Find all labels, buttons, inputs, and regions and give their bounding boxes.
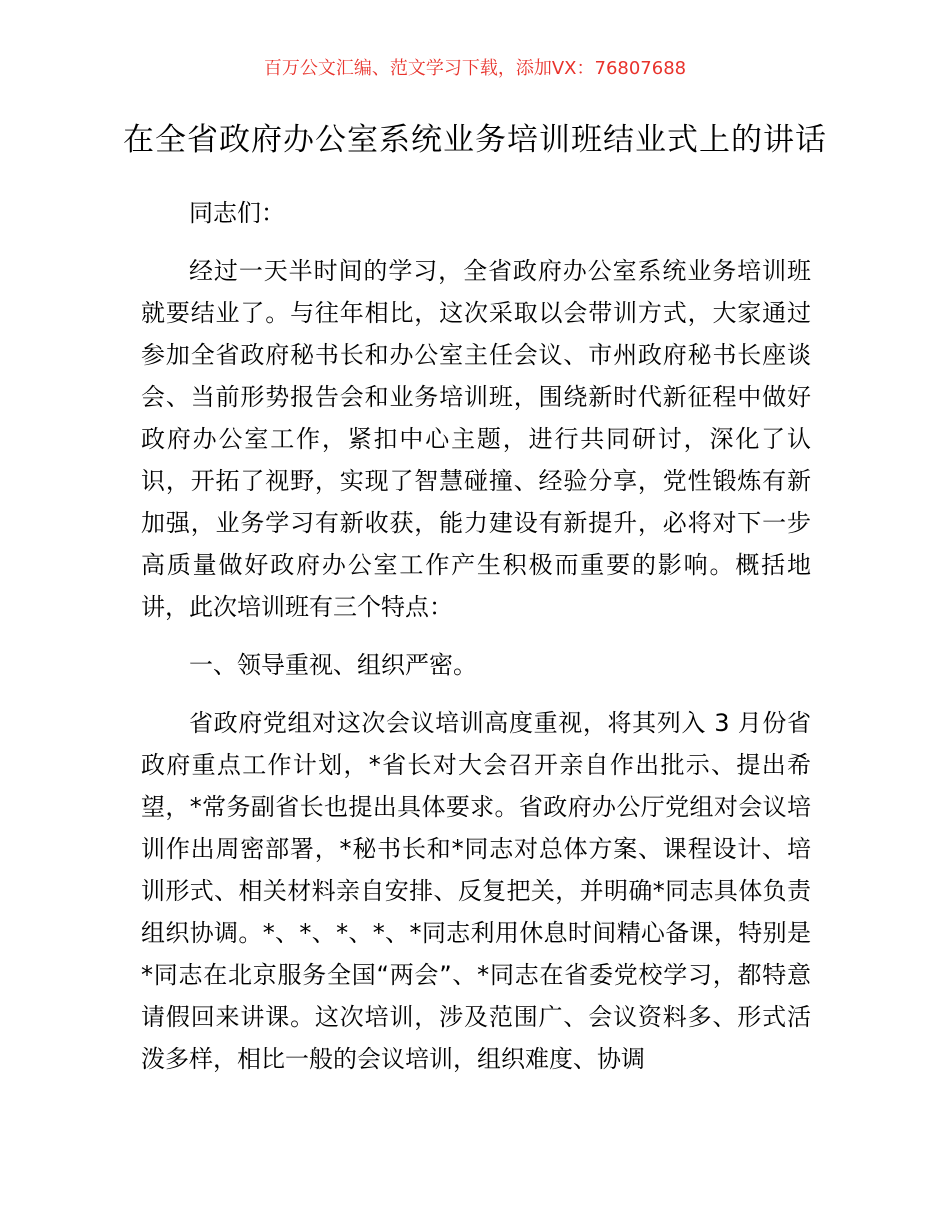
salutation: 同志们：: [189, 199, 285, 227]
paragraph-section-1: 省政府党组对这次会议培训高度重视，将其列入 3 月份省政府重点工作计划，*省长对大会召开亲自作出批示、提出希望，*常务副省长也提出具体要求。省政府办公厅党组对会议培训作出周密部署，*秘书长和*同志对总体方案、课程设计、培训形式、相关材料亲自安排、反复把关，并明确*同志具体负责组织协调。*、*、*、*、*同志利用休息时间精心备课，特别是*同志在北京服务全国“两会”、*同志在省委党校学习，都特意请假回来讲课。这次培训，涉及范围广、会议资料多、形式活泼多样，相比一般的会议培训，组织难度、协调: [141, 709, 811, 1073]
paragraph-intro: 经过一天半时间的学习，全省政府办公室系统业务培训班就要结业了。与往年相比，这次采取以会带训方式，大家通过参加全省政府秘书长和办公室主任会议、市州政府秘书长座谈会、当前形势报告会和业务培训班，围绕新时代新征程中做好政府办公室工作，紧扣中心主题，进行共同研讨，深化了认识，开拓了视野，实现了智慧碰撞、经验分享，党性锻炼有新加强，业务学习有新收获，能力建设有新提升，必将对下一步高质量做好政府办公室工作产生积极而重要的影响。概括地讲，此次培训班有三个特点：: [141, 257, 811, 621]
page-title: 在全省政府办公室系统业务培训班结业式上的讲话: [123, 122, 827, 158]
document-body: [141, 192, 811, 1096]
section-heading-1: 一、领导重视、组织严密。: [189, 651, 477, 679]
watermark-banner: 百万公文汇编、范文学习下载，添加VX：76807688: [263, 58, 687, 79]
